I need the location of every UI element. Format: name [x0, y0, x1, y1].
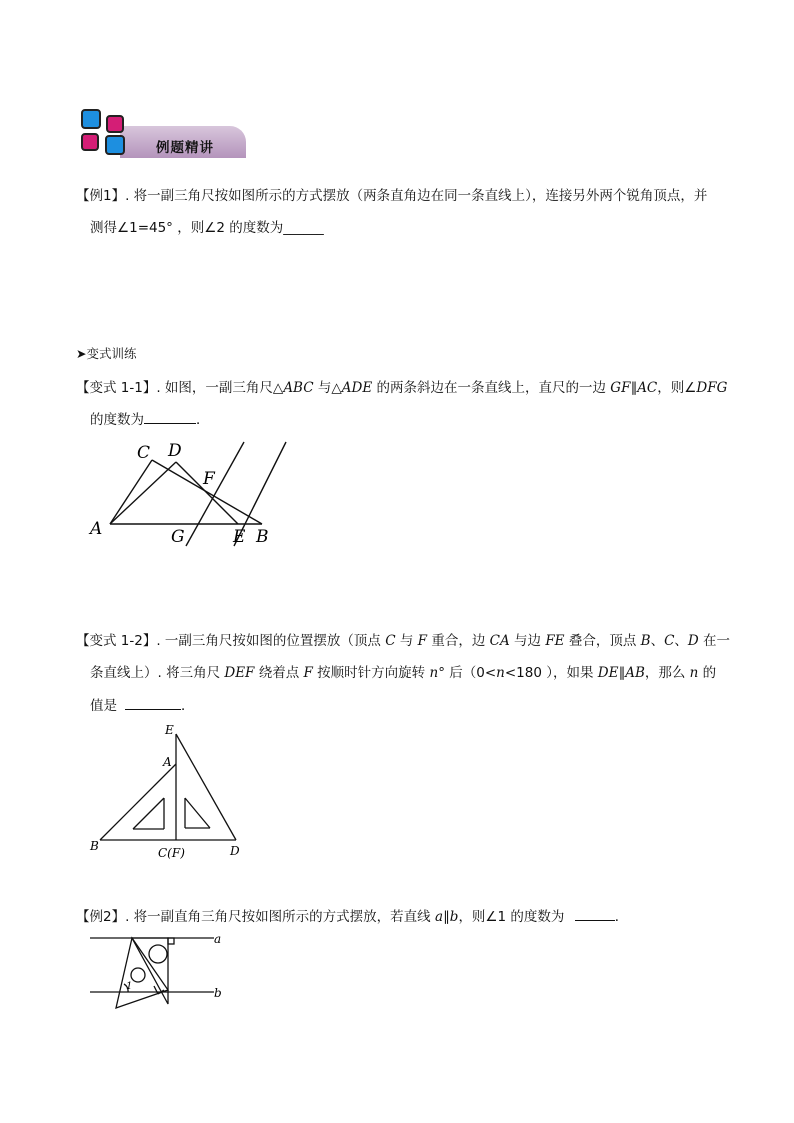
label-B: B [90, 839, 99, 853]
label-angle-1: 1 [126, 981, 133, 992]
parallel-symbol: ∥ [443, 909, 450, 925]
variant11-line2 [90, 411, 210, 428]
text: 的度数为 [90, 412, 144, 428]
text: 按顺时针方向旋转 [312, 665, 430, 681]
point-b: B [640, 633, 651, 649]
triangle-ade: ADE [341, 380, 373, 396]
angle-dfg: DFG [696, 380, 728, 396]
variant12-figure [86, 720, 256, 862]
point-f: F [303, 665, 313, 681]
text: ° 后（0< [438, 665, 497, 681]
variant11-line1 [76, 380, 727, 396]
text: ． [181, 698, 195, 714]
text: 绕着点 [254, 665, 304, 681]
four-squares-icon [78, 106, 130, 158]
text: 重合，边 [427, 633, 490, 649]
variant12-line3 [90, 697, 195, 714]
label-A: A [163, 755, 172, 769]
example1-line2: 测得∠1=45° ，则∠2 的度数为______ [90, 220, 324, 236]
segment-gf: GF [610, 380, 631, 396]
label-F: F [203, 469, 215, 489]
point-c: C [385, 633, 396, 649]
label-D: D [230, 844, 240, 858]
variant12-tag: 【变式 1-2】 [76, 633, 157, 649]
text: 叠合，顶点 [564, 633, 641, 649]
text: ，则∠ [657, 380, 697, 396]
segment-ac: AC [637, 380, 658, 396]
text: 的 [698, 665, 717, 681]
label-CF: C(F) [158, 846, 185, 860]
text: ． [196, 412, 210, 428]
text: 在一 [698, 633, 731, 649]
section-title: 例题精讲 [156, 140, 214, 156]
variant12-line2 [90, 665, 716, 681]
point-f: F [417, 633, 428, 649]
variable-n: n [496, 665, 505, 681]
point-c: C [664, 633, 675, 649]
label-G: G [171, 527, 185, 547]
point-d: D [687, 633, 699, 649]
text: 、 [650, 633, 665, 649]
variant12-line1 [76, 633, 730, 649]
text: 与△ [313, 380, 342, 396]
text: 条直线上）. 将三角尺 [90, 665, 225, 681]
label-a: a [214, 932, 222, 946]
line-a: a [434, 909, 444, 925]
segment-de: DE [597, 665, 619, 681]
text: <180 ），如果 [504, 665, 598, 681]
variable-n: n [689, 665, 699, 681]
variant11-figure [86, 436, 306, 550]
practice-header [76, 346, 137, 362]
triangle-def: DEF [224, 665, 255, 681]
example2-tag: 【例2】 [76, 909, 126, 925]
text: 与边 [509, 633, 546, 649]
answer-blank [125, 697, 181, 710]
label-E: E [233, 527, 246, 547]
example2-figure [86, 928, 236, 1014]
text: 的两条斜边在一条直线上，直尺的一边 [372, 380, 611, 396]
practice-title: 变式训练 [86, 346, 137, 361]
label-A: A [90, 519, 103, 539]
text: . 将一副直角三角尺按如图所示的方式摆放，若直线 [125, 909, 435, 925]
text: 、 [674, 633, 688, 649]
arrow-marker-icon: ➤ [76, 346, 87, 361]
text: . 如图，一副三角尺△ [156, 380, 284, 396]
text: . 一副三角尺按如图的位置摆放（顶点 [156, 633, 386, 649]
example2-line1 [76, 908, 628, 925]
label-E: E [165, 723, 174, 737]
segment-ca: CA [489, 633, 510, 649]
text: ，那么 [644, 665, 690, 681]
variant11-tag: 【变式 1-1】 [76, 380, 157, 396]
text: 值是 [90, 698, 117, 714]
label-D: D [168, 441, 182, 461]
answer-blank [144, 411, 196, 424]
variable-n: n [429, 665, 439, 681]
example1-line1: 【例1】. 将一副三角尺按如图所示的方式摆放（两条直角边在同一条直线上），连接另外两个锐角顶点，并 [76, 188, 708, 204]
parallel-symbol: ∥ [618, 665, 626, 681]
segment-fe: FE [545, 633, 565, 649]
text: ． [614, 909, 629, 925]
parallel-symbol: ∥ [630, 380, 638, 396]
text: 与 [395, 633, 418, 649]
line-b: b [449, 909, 459, 925]
label-B: B [256, 527, 269, 547]
label-C: C [137, 443, 151, 463]
label-b: b [214, 986, 222, 1000]
text: ，则∠1 的度数为 [458, 909, 569, 925]
answer-blank [575, 908, 615, 921]
segment-ab: AB [625, 665, 645, 681]
triangle-abc: ABC [283, 380, 314, 396]
